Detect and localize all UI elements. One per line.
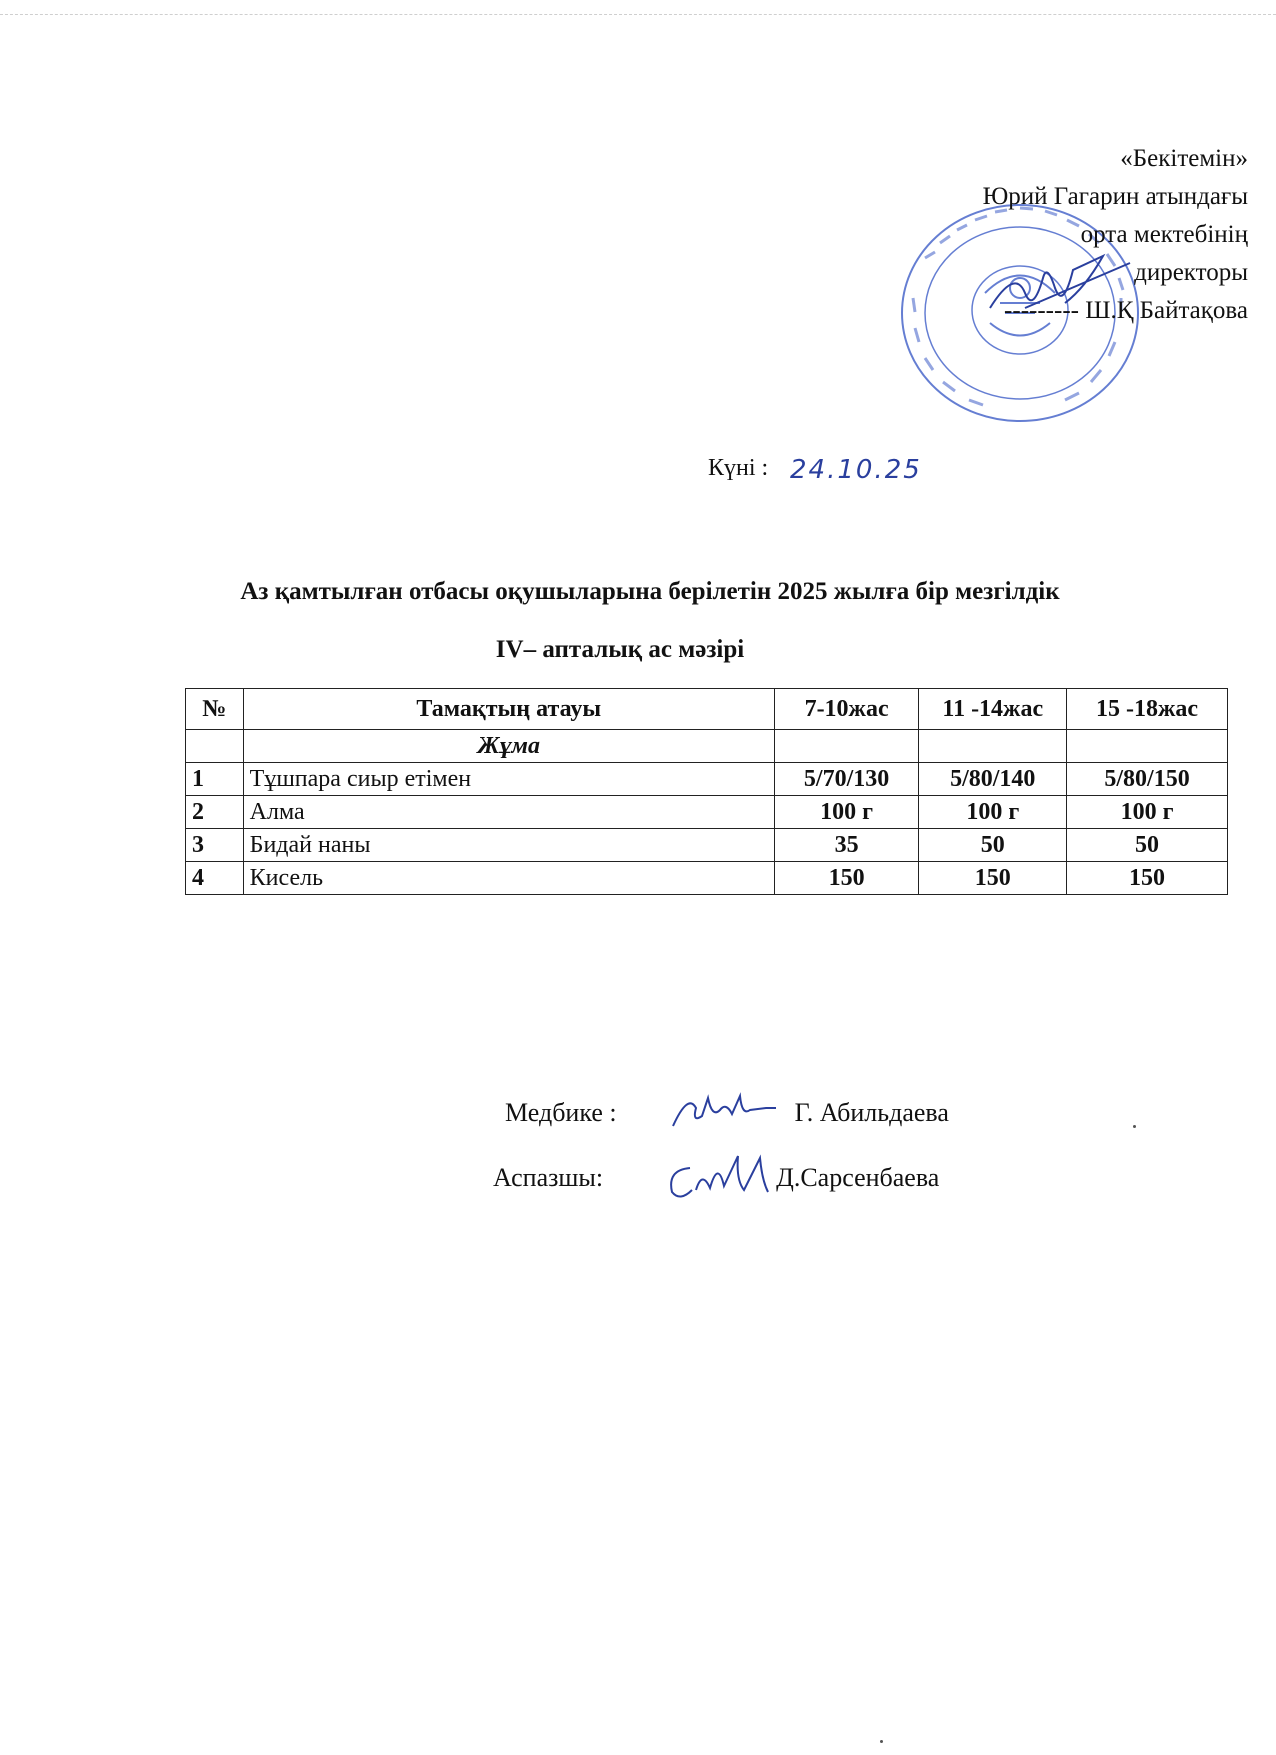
portion-11-14: 50 [919, 829, 1067, 862]
date-label: Күні : [708, 455, 769, 481]
row-number: 4 [186, 862, 244, 895]
portion-11-14: 100 г [919, 796, 1067, 829]
day-empty-cell [774, 730, 919, 763]
scan-top-edge [0, 14, 1276, 15]
header-age-15-18: 15 -18жас [1067, 689, 1228, 730]
approval-line-1: Юрий Гагарин атындағы [982, 183, 1248, 210]
row-number: 3 [186, 829, 244, 862]
portion-15-18: 150 [1067, 862, 1228, 895]
scan-speck [1133, 1125, 1136, 1128]
table-row [186, 829, 1228, 862]
portion-7-10: 150 [774, 862, 919, 895]
row-number: 2 [186, 796, 244, 829]
dish-name: Алма [243, 796, 774, 829]
dish-name: Тұшпара сиыр етімен [243, 763, 774, 796]
menu-title-line-2: IV– апталық ас мәзірі [495, 636, 745, 663]
nurse-signature [668, 1088, 778, 1133]
approval-line-4: --------- Ш.Қ Байтақова [1004, 297, 1248, 324]
menu-table [185, 688, 1228, 895]
table-header-row [186, 689, 1228, 730]
cook-signature [662, 1150, 777, 1205]
day-name: Жұма [243, 730, 774, 763]
portion-15-18: 50 [1067, 829, 1228, 862]
portion-15-18: 100 г [1067, 796, 1228, 829]
cook-label: Аспазшы: [493, 1163, 604, 1192]
header-number: № [186, 689, 244, 730]
table-row [186, 763, 1228, 796]
portion-7-10: 35 [774, 829, 919, 862]
nurse-name: Г. Абильдаева [794, 1098, 949, 1127]
day-empty-cell [919, 730, 1067, 763]
portion-15-18: 5/80/150 [1067, 763, 1228, 796]
approval-block [828, 140, 1248, 330]
nurse-label: Медбике : [505, 1098, 617, 1127]
scan-speck [880, 1740, 883, 1743]
menu-title-line-1: Аз қамтылған отбасы оқушыларына берілетін 2025 жылға бір мезгілдік [240, 578, 1060, 605]
dish-name: Кисель [243, 862, 774, 895]
day-empty-cell [186, 730, 244, 763]
header-age-7-10: 7-10жас [774, 689, 919, 730]
row-number: 1 [186, 763, 244, 796]
header-dish-name: Тамақтың атауы [243, 689, 774, 730]
portion-7-10: 100 г [774, 796, 919, 829]
portion-7-10: 5/70/130 [774, 763, 919, 796]
approval-line-2: орта мектебінің [1080, 221, 1248, 248]
cook-name: Д.Сарсенбаева [776, 1163, 940, 1192]
portion-11-14: 5/80/140 [919, 763, 1067, 796]
table-row [186, 796, 1228, 829]
table-day-row [186, 730, 1228, 763]
dish-name: Бидай наны [243, 829, 774, 862]
portion-11-14: 150 [919, 862, 1067, 895]
approval-line-3: директоры [1134, 259, 1248, 286]
header-age-11-14: 11 -14жас [919, 689, 1067, 730]
table-row [186, 862, 1228, 895]
approval-heading: «Бекітемін» [1120, 145, 1248, 172]
date-handwritten: 24.10.25 [790, 455, 922, 485]
day-empty-cell [1067, 730, 1228, 763]
